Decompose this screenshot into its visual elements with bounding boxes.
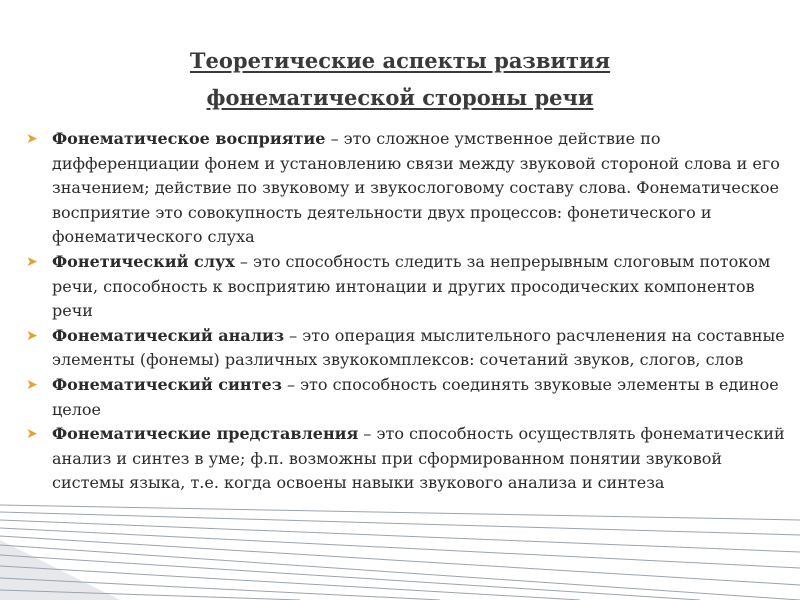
triangle-bullet-icon: ➤: [26, 327, 38, 344]
item-term: Фонематический синтез: [52, 374, 282, 394]
item-text: – это способность следить за непрерывным слоговым потоком речи, способность к восприятию интонации и других просодических компонентов речи: [52, 251, 771, 321]
triangle-bullet-icon: ➤: [26, 426, 38, 443]
item-term: Фонематические представления: [52, 424, 359, 444]
triangle-bullet-icon: ➤: [26, 376, 38, 393]
list-item: [24, 250, 794, 324]
list-item: [24, 422, 794, 496]
item-term: Фонематический анализ: [52, 325, 285, 345]
item-text: – это способность осуществлять фонематический анализ и синтез в уме; ф.п. возможны при сформированном понятии звуковой системы языка, т.е. когда освоены навыки звукового анализа и синтеза: [52, 424, 785, 493]
item-text: – это способность соединять звуковые элементы в единое целое: [52, 374, 779, 419]
title-line-2: фонематической стороны речи: [206, 85, 594, 110]
triangle-bullet-icon: ➤: [26, 131, 38, 147]
definition-list: [24, 127, 794, 496]
list-item: [24, 324, 794, 373]
item-text: – это сложное умственное действие по дифференциации фонем и установлению связи между звуковой стороной слова и его значением; действие по звуковому и звукослоговому составу слова. Фонематическое восприятие это совокупность деятельности двух процессов: фонетического и фонематического слуха: [52, 129, 780, 247]
item-term: Фонематическое восприятие: [52, 129, 326, 148]
list-item: [24, 127, 794, 250]
item-text: – это операция мыслительного расчленения на составные элементы (фонемы) различных звукокомплексов: сочетаний звуков, слогов, слов: [52, 325, 785, 370]
triangle-bullet-icon: ➤: [26, 253, 38, 270]
title-line-1: Теоретические аспекты развития: [189, 48, 611, 73]
item-term: Фонетический слух: [52, 251, 235, 271]
slide-title: [0, 42, 800, 116]
list-item: [24, 373, 794, 422]
